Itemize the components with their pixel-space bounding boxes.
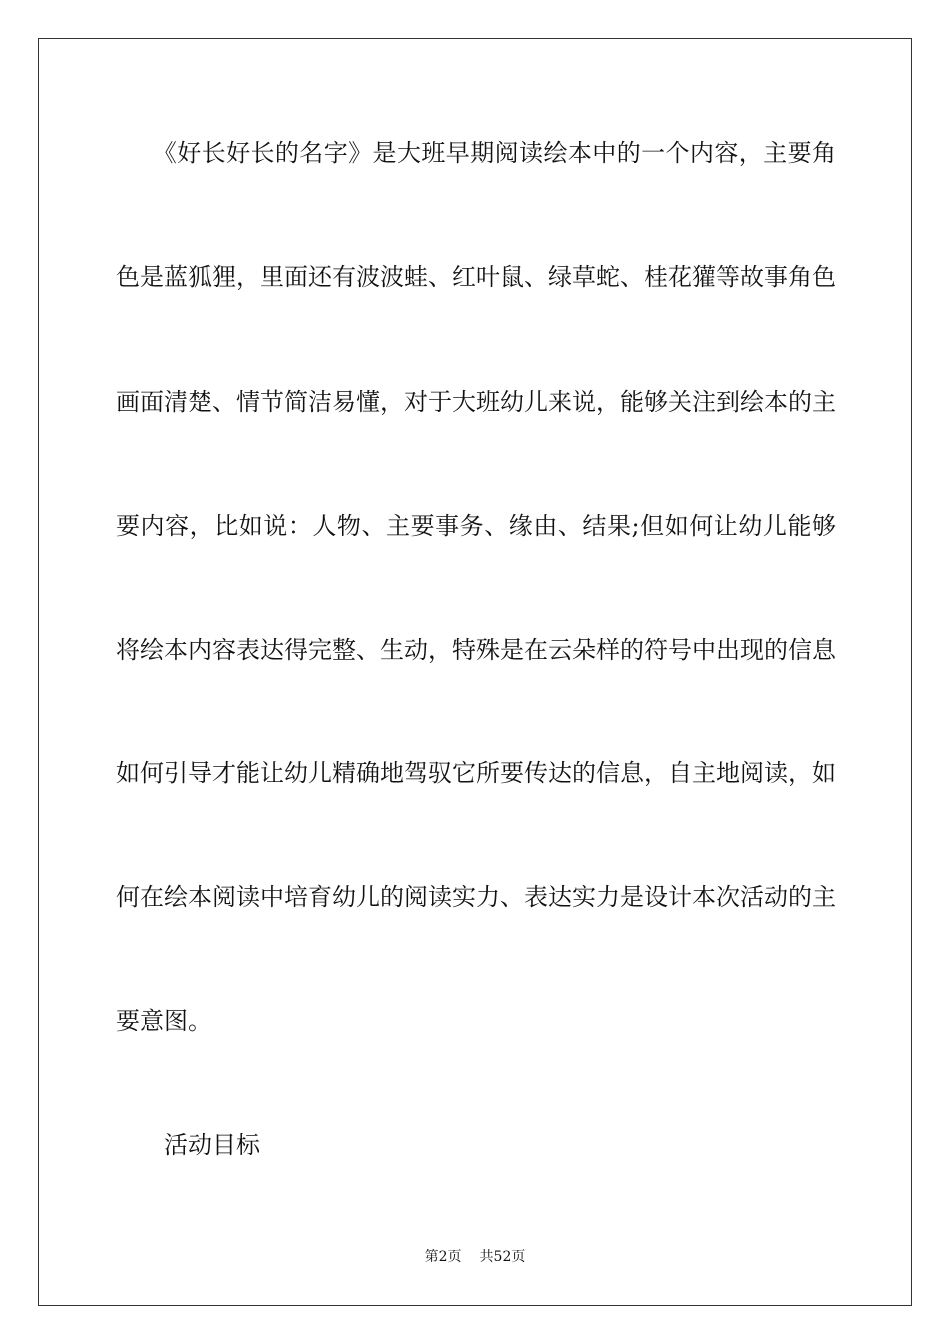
section-heading: 活动目标: [164, 1131, 260, 1159]
paragraph-line-2: 色是蓝狐狸，里面还有波波蛙、红叶鼠、绿草蛇、桂花獾等故事角色: [116, 263, 836, 291]
paragraph-line-5: 将绘本内容表达得完整、生动，特殊是在云朵样的符号中出现的信息: [116, 636, 836, 664]
page-frame: [38, 38, 912, 1306]
page-footer: [0, 1247, 950, 1267]
paragraph-line-7: 何在绘本阅读中培育幼儿的阅读实力、表达实力是设计本次活动的主: [116, 883, 836, 911]
paragraph-line-4: 要内容，比如说：人物、主要事务、缘由、结果;但如何让幼儿能够: [116, 512, 836, 540]
paragraph-line-1: 《好长好长的名字》是大班早期阅读绘本中的一个内容，主要角: [116, 139, 836, 167]
paragraph-line-8: 要意图。: [116, 1007, 212, 1035]
paragraph-line-6: 如何引导才能让幼儿精确地驾驭它所要传达的信息，自主地阅读，如: [116, 759, 836, 787]
paragraph-line-3: 画面清楚、情节简洁易懂，对于大班幼儿来说，能够关注到绘本的主: [116, 388, 836, 416]
page-number: 第2页: [424, 1249, 462, 1265]
page-total: 共52页: [479, 1249, 526, 1265]
